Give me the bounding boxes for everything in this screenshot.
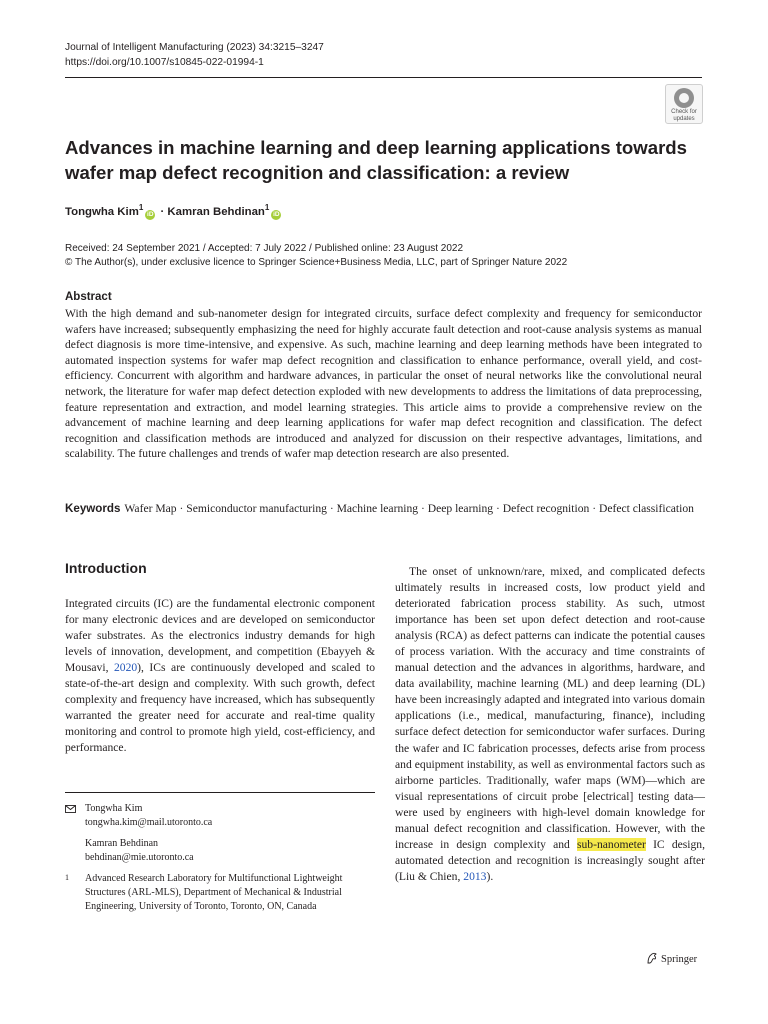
header-rule (65, 77, 702, 78)
intro-text: ), ICs are continuously developed and scaled to state-of-the-art design and complexity. With such growth, defect complexity and frequency have increased, which has subsequently warranted the greater need for accurate and real-time quality monitoring and control to promote high yield, cost-efficiency, and performance. (65, 661, 375, 755)
intro-right-paragraph (395, 564, 705, 885)
orcid-icon[interactable]: iD (147, 210, 154, 218)
intro-text: Integrated circuits (IC) are the fundamental electronic component for many electronic devices and are developed on semiconductor wafer substrates. As the electronics industry demands for high levels of innovation, development, and competition (Ebayyeh & Mousavi, (65, 597, 375, 675)
envelope-icon (65, 804, 76, 818)
correspondence-email[interactable]: behdinan@mie.utoronto.ca (85, 851, 194, 863)
springer-logo (646, 952, 697, 965)
author-affil-sup: 1 (264, 203, 270, 212)
author-name: Tongwha Kim (65, 205, 139, 218)
intro-text: IC design, automated detection and recognition is increasingly sought after (Liu & Chien, (395, 837, 706, 883)
dates-line: Received: 24 September 2021 / Accepted: 7 July 2022 / Published online: 23 August 2022 (65, 243, 464, 254)
paper-title: Advances in machine learning and deep learning applications towards wafer map defect recognition and classification: a review (65, 137, 688, 183)
affiliation-text: Advanced Research Laboratory for Multifunctional Lightweight Structures (ARL-MLS), Department of Mechanical & Industrial Engineering, University of Toronto, Toronto, ON, Canada (85, 873, 343, 912)
check-for-updates-badge[interactable] (665, 84, 703, 124)
keywords-heading: Keywords (65, 502, 121, 515)
correspondence (65, 802, 375, 864)
correspondence-entry (65, 837, 375, 864)
keywords-text: Wafer Map · Semiconductor manufacturing · Machine learning · Deep learning · Defect recognition · Defect classification (124, 502, 694, 515)
check-updates-line1: Check for (671, 109, 697, 115)
springer-horse-icon (646, 952, 658, 964)
intro-text: The onset of unknown/rare, mixed, and complicated defects ultimately results in increased costs, low product yield and deteriorated fabrication process stability. As such, utmost importance has been set upon defect detection and root-cause analysis (RCA) as defect patterns can indicate the potential causes of process variation. With the accuracy and time constraints of manual detection and the advances in algorithms, hardware, and data availability, machine learning (ML) and deep learning (DL) have been increasingly adapted and integrated into various domain applications (i.e., medical, manufacturing, finance), including surface defect detection for semiconductor wafer surfaces. During the wafer and IC fabrication processes, defects arise from process and equipment instability, as well as environmental factors such as airborne particles. Traditionally, wafer maps (WM)—which are visual representations of circuit probe [electrical] testing data—were used by engineers with high-level domain knowledge for manual defect recognition and classification. However, with the increase in design complexity and (395, 565, 705, 851)
affiliation-number: 1 (65, 873, 69, 882)
orcid-icon[interactable]: iD (273, 210, 280, 218)
journal-header (65, 41, 324, 70)
publisher-name: Springer (661, 954, 698, 965)
author-list (65, 203, 283, 220)
abstract-text: With the high demand and sub-nanometer design for integrated circuits, surface defect complexity and frequency for semiconductor wafers have increased; subsequently emphasizing the need for highly accurate fault detection and root-cause analysis systems as manual defect diagnosis is more time-intensive, and expensive. As such, machine learning and deep learning methods have been integrated to automated inspection systems for wafer map defect recognition and classification to enhance performance, overall yield, and cost-efficiency. Concurrent with algorithm and hardware advances, in particular the onset of neural networks like the convolutional neural network, the literature for wafer map defect detection exploded with new developments to address the limitations of data preprocessing, feature representation and extraction, and model learning strategies. This article aims to provide a comprehensive review on the advancement of machine learning and deep learning applications for wafer map defect recognition and classification. The defect recognition and classification methods are introduced and analyzed for discussion on their respective advantages, limitations, and scalability. The future challenges and trends of wafer map detection research are also presented. (65, 307, 702, 461)
copyright-line: © The Author(s), under exclusive licence to Springer Science+Business Media, LLC, part of Springer Nature 2022 (65, 257, 568, 268)
citation-link[interactable]: 2013 (463, 869, 487, 883)
check-updates-icon (674, 88, 694, 108)
correspondence-entry (65, 802, 375, 829)
correspondence-name: Kamran Behdinan (85, 838, 159, 849)
journal-citation: Journal of Intelligent Manufacturing (2023) 34:3215–3247 (65, 42, 324, 53)
abstract-heading: Abstract (65, 291, 112, 303)
correspondence-name: Tongwha Kim (85, 803, 143, 814)
doi-link[interactable]: https://doi.org/10.1007/s10845-022-01994-1 (65, 56, 264, 68)
author-name: Kamran Behdinan (167, 205, 265, 218)
intro-left-paragraph (65, 596, 375, 756)
footnote-rule (65, 792, 375, 793)
check-updates-line2: updates (673, 115, 695, 122)
correspondence-email[interactable]: tongwha.kim@mail.utoronto.ca (85, 816, 213, 828)
citation-link[interactable]: 2020 (113, 661, 138, 675)
publication-dates (65, 242, 567, 270)
author-separator: · (160, 205, 165, 218)
highlighted-text: sub-nanometer (577, 837, 646, 851)
keywords (65, 501, 702, 517)
intro-text: ). (486, 869, 494, 883)
introduction-heading: Introduction (65, 560, 147, 576)
affiliation (65, 872, 375, 913)
author-affil-sup: 1 (138, 203, 144, 212)
